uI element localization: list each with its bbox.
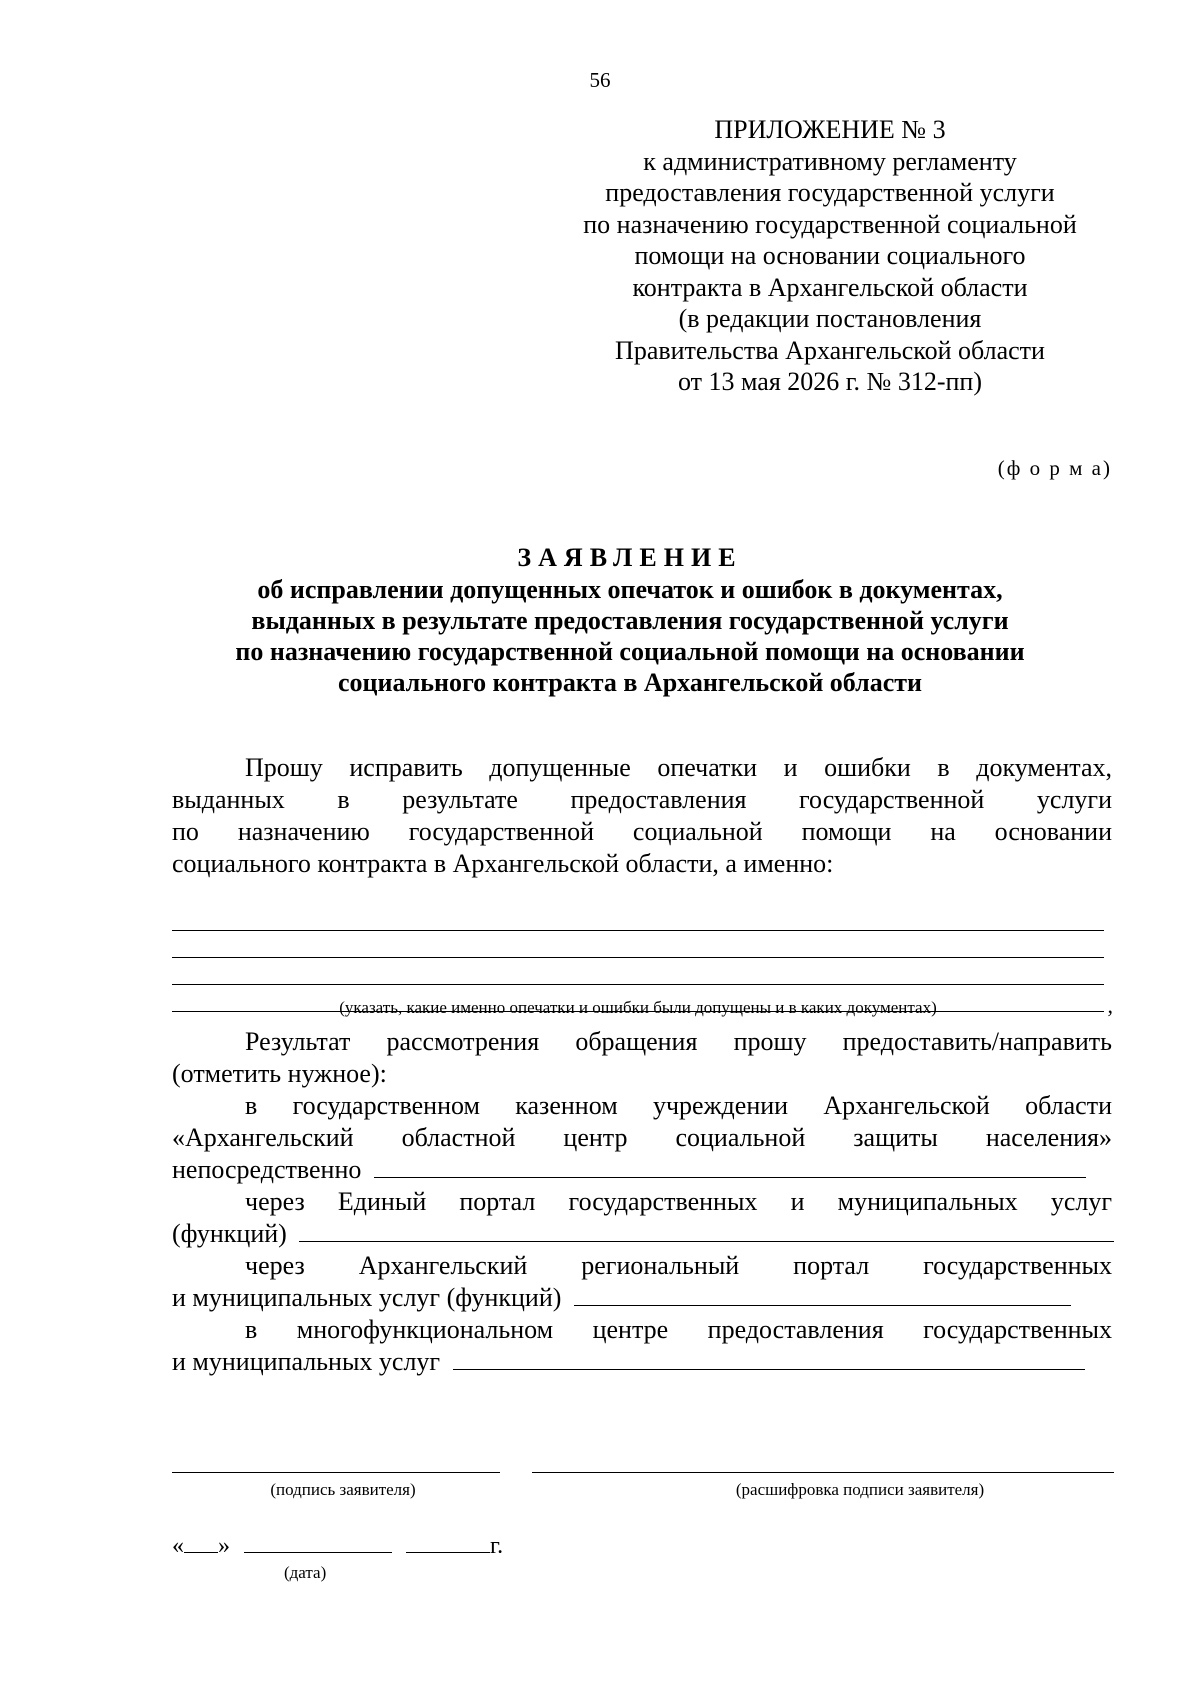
request-line: Прошу исправить допущенные опечатки и ошибки в документах,: [245, 753, 1112, 782]
blank-line[interactable]: [172, 904, 1104, 931]
result-intro-line: (отметить нужное):: [172, 1059, 387, 1088]
option-epgu-label: (функций): [172, 1219, 287, 1248]
option-epgu-row: [172, 1218, 1112, 1250]
appendix-line: к административному регламенту: [643, 146, 1017, 176]
date-month-field[interactable]: [244, 1532, 392, 1553]
appendix-line: ПРИЛОЖЕНИЕ № 3: [714, 115, 946, 144]
title-heading: ЗАЯВЛЕНИЕ: [517, 543, 743, 572]
date-day-field[interactable]: [184, 1532, 218, 1553]
title-line: выданных в результате предоставления государственной услуги: [251, 606, 1009, 635]
appendix-line: (в редакции постановления: [678, 304, 982, 333]
appendix-line: помощи на основании социального: [634, 241, 1026, 270]
option-institution-line: «Архангельский областной центр социальной защиты населения»: [172, 1123, 1112, 1152]
signature-caption: (подпись заявителя): [270, 1480, 416, 1499]
errors-description-field[interactable]: [172, 904, 1104, 1012]
option-regional-portal-field[interactable]: [574, 1285, 1071, 1306]
option-institution-label: непосредственно: [172, 1155, 362, 1184]
option-institution-row: [172, 1154, 1112, 1186]
form-label: (ф о р м а): [997, 456, 1112, 480]
errors-hint: (указать, какие именно опечатки и ошибки были допущены и в каких документах): [339, 998, 937, 1017]
signature-field[interactable]: [172, 1472, 500, 1473]
blank-line[interactable]: [172, 958, 1104, 985]
title-line: об исправлении допущенных опечаток и ошибок в документах,: [257, 575, 1003, 604]
request-paragraph: [172, 752, 1112, 880]
option-mfc-row: [172, 1346, 1112, 1378]
option-institution-line: в государственном казенном учреждении Архангельской области: [245, 1091, 1112, 1120]
appendix-line: по назначению государственной социальной: [583, 209, 1077, 239]
option-epgu-line: через Единый портал государственных и муниципальных услуг: [245, 1187, 1112, 1216]
appendix-line: от 13 мая 2026 г. № 312-пп): [678, 367, 982, 396]
title-line: по назначению государственной социальной помощи на основании: [235, 637, 1025, 666]
date-caption: (дата): [284, 1563, 327, 1582]
signature-decode-caption: (расшифровка подписи заявителя): [735, 1480, 985, 1499]
signature-decode-field[interactable]: [532, 1472, 1114, 1473]
page-number: 56: [589, 68, 611, 92]
option-mfc-label: и муниципальных услуг: [172, 1347, 441, 1376]
date-year-suffix: г.: [490, 1533, 504, 1559]
request-line: выданных в результате предоставления государственной услуги: [172, 785, 1112, 814]
document-title: [170, 542, 1090, 698]
appendix-line: контракта в Архангельской области: [632, 272, 1028, 302]
option-epgu-field[interactable]: [299, 1221, 1114, 1242]
appendix-header: [560, 114, 1100, 398]
option-institution-field[interactable]: [374, 1157, 1086, 1178]
option-mfc-line: в многофункциональном центре предоставления государственных: [245, 1315, 1112, 1344]
option-mfc-field[interactable]: [453, 1349, 1085, 1370]
blank-line[interactable]: [172, 931, 1104, 958]
date-open-quote: «: [172, 1533, 184, 1559]
result-intro-line: Результат рассмотрения обращения прошу предоставить/направить: [245, 1027, 1112, 1056]
result-paragraph: [172, 1026, 1112, 1378]
option-regional-portal-label: и муниципальных услуг (функций): [172, 1283, 562, 1312]
option-regional-portal-line: через Архангельский региональный портал государственных: [245, 1251, 1112, 1280]
request-line: по назначению государственной социальной помощи на основании: [172, 817, 1112, 846]
date-year-field[interactable]: [406, 1532, 490, 1553]
option-regional-portal-row: [172, 1282, 1112, 1314]
appendix-line: предоставления государственной услуги: [605, 178, 1055, 207]
date-close-quote: »: [218, 1533, 230, 1559]
title-line: социального контракта в Архангельской области: [337, 668, 923, 697]
request-line: социального контракта в Архангельской области, а именно:: [172, 849, 834, 878]
date-row: [172, 1532, 503, 1560]
appendix-line: Правительства Архангельской области: [615, 335, 1045, 365]
